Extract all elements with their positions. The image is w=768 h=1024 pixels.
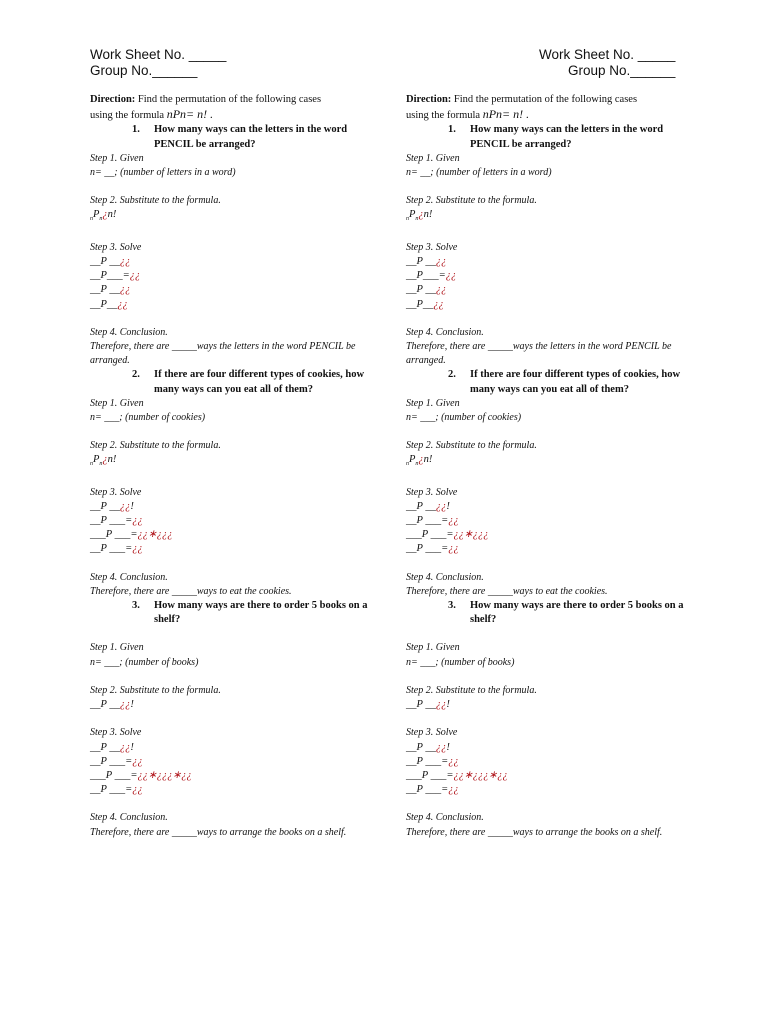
step-solve: Step 3. Solve <box>406 486 458 498</box>
conclusion-text: Therefore, there are _____ways to arrange the books on a shelf. <box>90 826 347 838</box>
solve-line: __P __¿¿! <box>406 500 450 512</box>
question-text: How many ways are there to order 5 books on a shelf? <box>154 600 368 626</box>
question-number: 2. <box>132 369 140 381</box>
worksheet-column-right <box>406 93 691 840</box>
worksheet-number-left: Work Sheet No. _____ <box>90 47 227 62</box>
formula-line: __P __¿¿! <box>406 699 450 711</box>
direction-formula: nPn= n! . <box>482 107 530 122</box>
solve-line: __P__¿¿ <box>90 298 128 310</box>
step-conclusion: Step 4. Conclusion. <box>90 812 168 824</box>
solve-line: __P __¿¿! <box>90 500 134 512</box>
step-given: Step 1. Given <box>406 642 460 654</box>
question-1 <box>406 123 691 151</box>
group-number-right: Group No.______ <box>568 63 676 78</box>
solve-line: __P ___=¿¿ <box>90 755 143 767</box>
solve-line: __P__¿¿ <box>406 298 444 310</box>
step-conclusion: Step 4. Conclusion. <box>406 571 484 583</box>
question-text: If there are four different types of cookies, how many ways can you eat all of them? <box>470 369 681 395</box>
step-conclusion: Step 4. Conclusion. <box>90 326 168 338</box>
worksheet-column-left <box>90 93 375 840</box>
solve-line: __P ___=¿¿ <box>90 543 143 555</box>
direction <box>90 93 375 123</box>
conclusion-text: Therefore, there are _____ways the letters in the word PENCIL be arranged. <box>406 340 672 367</box>
question-number: 3. <box>448 600 456 612</box>
step-substitute: Step 2. Substitute to the formula. <box>406 440 537 452</box>
direction-text-2: using the formula <box>406 110 483 122</box>
given-line: n= __; (number of letters in a word) <box>90 167 236 179</box>
solve-line: __P ___=¿¿ <box>90 784 143 796</box>
question-text: How many ways can the letters in the word PENCIL be arranged? <box>154 124 348 150</box>
question-text: How many ways can the letters in the word PENCIL be arranged? <box>470 124 664 150</box>
direction-text: Find the permutation of the following cases <box>135 94 322 105</box>
step-solve: Step 3. Solve <box>406 241 458 253</box>
conclusion-text: Therefore, there are _____ways to arrange the books on a shelf. <box>406 826 663 838</box>
question-number: 2. <box>448 369 456 381</box>
solve-line: __P ___=¿¿ <box>406 515 459 527</box>
given-line: n= ___; (number of cookies) <box>406 411 522 423</box>
step-solve: Step 3. Solve <box>90 486 142 498</box>
formula-line: $_nP_n¿n$! <box>406 454 433 468</box>
solve-line: ___P ___=¿¿∗¿¿¿∗¿¿ <box>406 769 508 781</box>
given-line: n= ___; (number of cookies) <box>90 411 206 423</box>
step-solve: Step 3. Solve <box>406 727 458 739</box>
question-number: 1. <box>132 124 140 136</box>
question-3 <box>406 599 691 627</box>
step-conclusion: Step 4. Conclusion. <box>406 326 484 338</box>
formula-line: __P __¿¿! <box>90 699 134 711</box>
formula-line: $_nP_n¿n$! <box>90 209 117 223</box>
solve-line: __P __¿¿ <box>90 284 131 296</box>
step-conclusion: Step 4. Conclusion. <box>406 812 484 824</box>
direction-formula: nPn= n! . <box>166 107 214 122</box>
solve-line: __P __¿¿ <box>406 255 447 267</box>
direction-text-2: using the formula <box>90 110 167 122</box>
question-text: How many ways are there to order 5 books on a shelf? <box>470 600 684 626</box>
step-given: Step 1. Given <box>90 397 144 409</box>
direction-label: Direction: <box>406 94 452 105</box>
group-number-left: Group No.______ <box>90 63 198 78</box>
solve-line: __P __¿¿ <box>406 284 447 296</box>
step-substitute: Step 2. Substitute to the formula. <box>90 440 221 452</box>
conclusion-text: Therefore, there are _____ways to eat the cookies. <box>406 585 608 597</box>
solve-line: __P ___=¿¿ <box>406 755 459 767</box>
solve-line: ___P ___=¿¿∗¿¿¿∗¿¿ <box>90 769 192 781</box>
step-solve: Step 3. Solve <box>90 241 142 253</box>
conclusion-text: Therefore, there are _____ways to eat the cookies. <box>90 585 292 597</box>
solve-line: __P ___=¿¿ <box>406 543 459 555</box>
conclusion-text: Therefore, there are _____ways the letters in the word PENCIL be arranged. <box>90 340 356 367</box>
formula-line: $_nP_n¿n$! <box>90 454 117 468</box>
given-line: n= ___; (number of books) <box>406 656 515 668</box>
question-3 <box>90 599 375 627</box>
question-1 <box>90 123 375 151</box>
worksheet-number-right: Work Sheet No. _____ <box>539 47 676 62</box>
step-substitute: Step 2. Substitute to the formula. <box>90 195 221 207</box>
solve-line: __P __¿¿! <box>406 741 450 753</box>
given-line: n= __; (number of letters in a word) <box>406 167 552 179</box>
step-conclusion: Step 4. Conclusion. <box>90 571 168 583</box>
given-line: n= ___; (number of books) <box>90 656 199 668</box>
step-given: Step 1. Given <box>406 397 460 409</box>
direction <box>406 93 691 123</box>
solve-line: __P___=¿¿ <box>406 270 457 282</box>
solve-line: __P ___=¿¿ <box>406 784 459 796</box>
step-given: Step 1. Given <box>90 152 144 164</box>
step-substitute: Step 2. Substitute to the formula. <box>406 195 537 207</box>
solve-line: __P___=¿¿ <box>90 270 141 282</box>
question-number: 1. <box>448 124 456 136</box>
step-given: Step 1. Given <box>90 642 144 654</box>
direction-label: Direction: <box>90 94 136 105</box>
question-2 <box>406 368 691 396</box>
direction-text: Find the permutation of the following cases <box>451 94 638 105</box>
step-solve: Step 3. Solve <box>90 727 142 739</box>
question-number: 3. <box>132 600 140 612</box>
step-substitute: Step 2. Substitute to the formula. <box>406 684 537 696</box>
question-2 <box>90 368 375 396</box>
solve-line: __P __¿¿! <box>90 741 134 753</box>
solve-line: __P ___=¿¿ <box>90 515 143 527</box>
question-text: If there are four different types of cookies, how many ways can you eat all of them? <box>154 369 365 395</box>
solve-line: ___P ___=¿¿∗¿¿¿ <box>406 529 489 541</box>
formula-line: $_nP_n¿n$! <box>406 209 433 223</box>
step-given: Step 1. Given <box>406 152 460 164</box>
solve-line: ___P ___=¿¿∗¿¿¿ <box>90 529 173 541</box>
solve-line: __P __¿¿ <box>90 255 131 267</box>
step-substitute: Step 2. Substitute to the formula. <box>90 684 221 696</box>
